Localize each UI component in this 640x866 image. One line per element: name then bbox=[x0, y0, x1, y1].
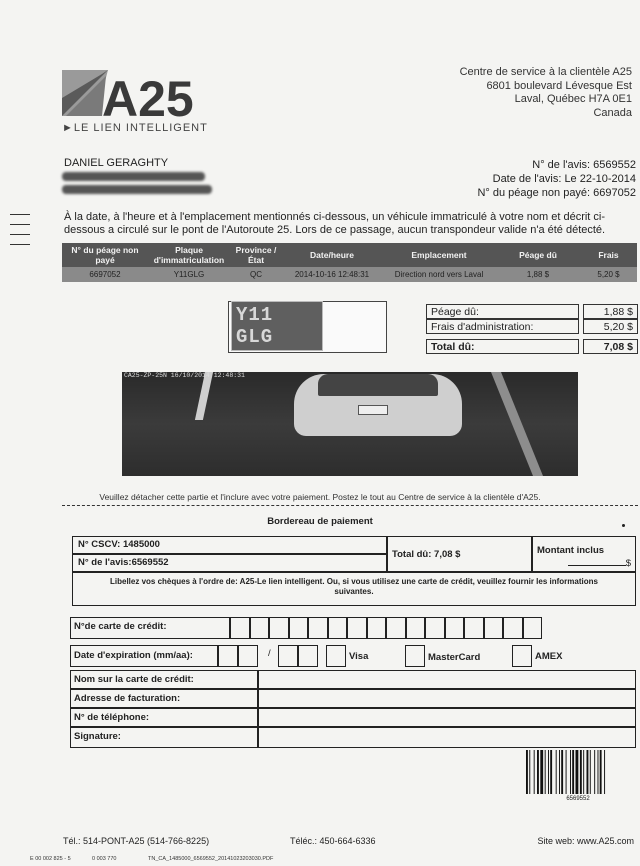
camera-photo bbox=[122, 372, 578, 476]
service-center-address: Centre de service à la clientèle A25 6801 boulevard Lévesque Est Laval, Québec H7A 0E1 Canada bbox=[459, 66, 632, 119]
punch-mark bbox=[10, 214, 30, 215]
signature-label: Signature: bbox=[70, 727, 258, 748]
expiry-cell[interactable] bbox=[298, 645, 318, 667]
barcode-bar bbox=[550, 750, 552, 794]
barcode-bar bbox=[594, 750, 595, 794]
table-row: 6697052 Y11GLG QC 2014-10-16 12:48:31 Direction nord vers Laval 1,88 $ 5,20 $ bbox=[62, 267, 637, 282]
barcode-bar bbox=[529, 750, 530, 794]
doc-code-1: E 00 002 825 - 5 bbox=[30, 856, 71, 862]
card-number-cell[interactable] bbox=[386, 617, 406, 639]
redacted-address-line-1 bbox=[62, 172, 205, 181]
expiry-separator: / bbox=[268, 648, 271, 659]
doc-code-2: 0 003 770 bbox=[92, 856, 117, 862]
barcode-bar bbox=[600, 750, 602, 794]
visa-label: Visa bbox=[349, 651, 369, 662]
amount-included-label: Montant inclus bbox=[537, 545, 605, 556]
intro-paragraph: À la date, à l'heure et à l'emplacement mentionnés ci-dessous, un véhicule immatriculé à votre nom et décrit ci-dessous a circulé sur le pont de l'Autoroute 25. Lors de ce passage, aucun transpondeur valide n'a été détecté. bbox=[64, 211, 606, 236]
expiry-label: Date d'expiration (mm/aa): bbox=[70, 645, 218, 667]
vehicle-window bbox=[318, 374, 438, 396]
notice-meta: N° de l'avis: 6569552 Date de l'avis: Le 22-10-2014 N° du péage non payé: 6697052 bbox=[477, 159, 636, 199]
cardholder-name-label: Nom sur la carte de crédit: bbox=[70, 670, 258, 689]
amount-included-box bbox=[532, 536, 636, 572]
amount-included-input[interactable]: $ bbox=[537, 558, 631, 569]
barcode-bar bbox=[583, 750, 584, 794]
toll-due-label: Péage dû: bbox=[426, 304, 579, 319]
cardholder-name-input[interactable] bbox=[258, 670, 636, 689]
detach-line bbox=[62, 505, 638, 506]
notice-number: 6569552 bbox=[593, 159, 636, 171]
barcode-bar bbox=[526, 750, 528, 794]
logo-tagline: ►LE LIEN INTELLIGENT bbox=[62, 122, 208, 134]
redacted-address-line-2 bbox=[62, 185, 212, 194]
phone-label: N° de téléphone: bbox=[70, 708, 258, 727]
barcode-bar bbox=[604, 750, 605, 794]
detach-instructions: Veuillez détacher cette partie et l'inclure avec votre paiement. Postez le tout au Centre de service à la clientèle d'A25. bbox=[99, 492, 541, 502]
card-number-cell[interactable] bbox=[269, 617, 289, 639]
punch-mark bbox=[10, 244, 30, 245]
barcode-bar bbox=[559, 750, 560, 794]
doc-filename: TN_CA_1485000_6569552_20141023203030.PDF bbox=[148, 856, 274, 862]
toll-number: 6697052 bbox=[593, 187, 636, 199]
th-fees: Frais bbox=[580, 243, 637, 267]
expiry-cell[interactable] bbox=[238, 645, 258, 667]
footer-website[interactable]: Site web: www.A25.com bbox=[537, 836, 634, 846]
barcode-bar bbox=[537, 750, 539, 794]
th-datetime: Date/heure bbox=[282, 243, 382, 267]
card-number-cell[interactable] bbox=[230, 617, 250, 639]
barcode-bar bbox=[580, 750, 582, 794]
total-due-value: 7,08 $ bbox=[583, 339, 638, 354]
mastercard-checkbox[interactable] bbox=[405, 645, 425, 667]
barcode-bar bbox=[548, 750, 549, 794]
total-due-label: Total dû: bbox=[426, 339, 579, 354]
barcode-bar bbox=[570, 750, 571, 794]
barcode-bar bbox=[561, 750, 563, 794]
card-number-cell[interactable] bbox=[464, 617, 484, 639]
th-province: Province / État bbox=[230, 243, 282, 267]
lane-marking bbox=[195, 372, 213, 420]
slip-title: Bordereau de paiement bbox=[267, 516, 373, 527]
th-toll-number: N° du péage non payé bbox=[62, 243, 148, 267]
punch-mark bbox=[10, 224, 30, 225]
barcode-bar bbox=[576, 750, 579, 794]
plate-photo-box bbox=[228, 301, 387, 353]
card-number-cell[interactable] bbox=[523, 617, 543, 639]
admin-fee-value: 5,20 $ bbox=[583, 319, 638, 334]
card-number-cell[interactable] bbox=[445, 617, 465, 639]
barcode-bar bbox=[534, 750, 535, 794]
card-number-cell[interactable] bbox=[328, 617, 348, 639]
footer-fax: Téléc.: 450-664-6336 bbox=[290, 836, 376, 846]
vehicle-plate bbox=[358, 405, 388, 415]
barcode-bar bbox=[545, 750, 546, 794]
barcode-number: 6569552 bbox=[566, 796, 590, 802]
signature-input[interactable] bbox=[258, 727, 636, 748]
admin-fee-label: Frais d'administration: bbox=[426, 319, 579, 334]
card-number-cell[interactable] bbox=[425, 617, 445, 639]
th-plate: Plaque d'immatriculation bbox=[148, 243, 230, 267]
card-number-cell[interactable] bbox=[484, 617, 504, 639]
card-number-cell[interactable] bbox=[289, 617, 309, 639]
notice-date: Le 22-10-2014 bbox=[564, 173, 636, 185]
card-number-cell[interactable] bbox=[503, 617, 523, 639]
barcode-bar bbox=[566, 750, 567, 794]
billing-address-input[interactable] bbox=[258, 689, 636, 708]
th-location: Emplacement bbox=[382, 243, 496, 267]
amex-label: AMEX bbox=[535, 651, 563, 662]
card-number-cell[interactable] bbox=[308, 617, 328, 639]
barcode bbox=[526, 750, 630, 794]
toll-table bbox=[62, 243, 637, 282]
cheque-instructions: Libellez vos chèques à l'ordre de: A25-Le lien intelligent. Ou, si vous utilisez une carte de crédit, veuillez fournir les informations suivantes. bbox=[110, 577, 598, 596]
phone-input[interactable] bbox=[258, 708, 636, 727]
barcode-bar bbox=[590, 750, 591, 794]
slip-notice-number: N° de l'avis:6569552 bbox=[72, 554, 387, 572]
card-number-cell[interactable] bbox=[406, 617, 426, 639]
barcode-bar bbox=[587, 750, 589, 794]
photo-caption: CA25-ZP-25N 16/10/2014 12:48:31 bbox=[124, 372, 245, 379]
card-number-cell[interactable] bbox=[367, 617, 387, 639]
card-number-label: N°de carte de crédit: bbox=[70, 617, 230, 639]
plate-photo-text: Y11 GLG bbox=[231, 301, 323, 351]
plate-photo bbox=[231, 304, 323, 348]
punch-mark bbox=[10, 234, 30, 235]
barcode-bar bbox=[598, 750, 599, 794]
barcode-bar bbox=[556, 750, 557, 794]
expiry-cell[interactable] bbox=[278, 645, 298, 667]
expiry-cell[interactable] bbox=[218, 645, 238, 667]
barcode-bar bbox=[572, 750, 574, 794]
th-toll-due: Péage dû bbox=[496, 243, 580, 267]
cscv-number: N° CSCV: 1485000 bbox=[72, 536, 387, 554]
amex-checkbox[interactable] bbox=[512, 645, 532, 667]
lane-barrier bbox=[491, 372, 543, 476]
visa-checkbox[interactable] bbox=[326, 645, 346, 667]
mastercard-label: MasterCard bbox=[428, 652, 481, 663]
toll-due-value: 1,88 $ bbox=[583, 304, 638, 319]
barcode-bar bbox=[540, 750, 543, 794]
logo-text: A25 bbox=[102, 71, 194, 127]
client-name: DANIEL GERAGHTY bbox=[64, 157, 169, 169]
billing-address-label: Adresse de facturation: bbox=[70, 689, 258, 708]
dot-mark bbox=[622, 524, 625, 527]
card-number-cell[interactable] bbox=[250, 617, 270, 639]
footer-phone: Tél.: 514-PONT-A25 (514-766-8225) bbox=[63, 836, 210, 846]
card-number-cell[interactable] bbox=[347, 617, 367, 639]
slip-total-due: Total dû: 7,08 $ bbox=[387, 536, 532, 572]
